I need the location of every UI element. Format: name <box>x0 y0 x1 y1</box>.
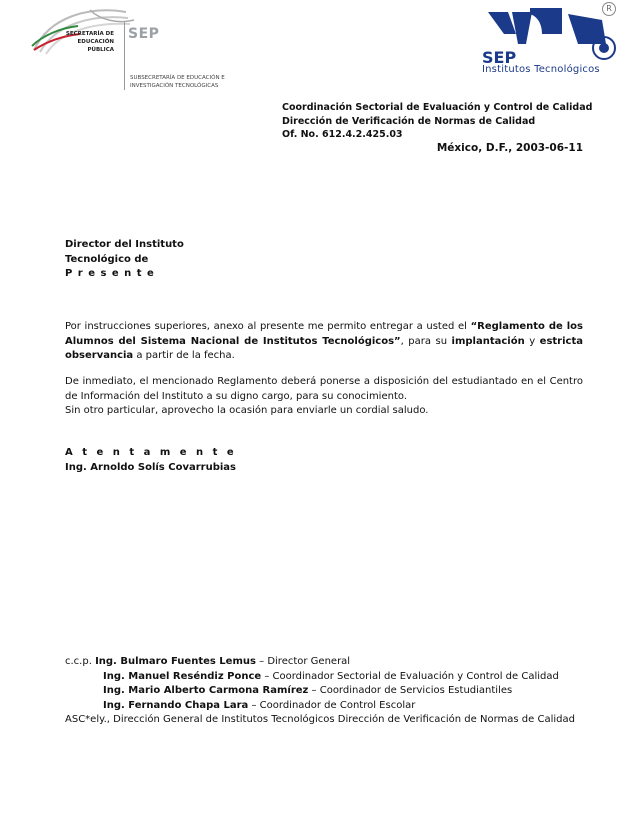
ccp-entry <box>65 699 583 714</box>
header-line-1: Coordinación Sectorial de Evaluación y Control de Calidad <box>282 102 593 113</box>
p1-estricta-observancia: estricta observancia <box>65 335 583 361</box>
ccp-role: – Coordinador de Servicios Estudiantiles <box>308 685 513 696</box>
subsecretaria-line-2: INVESTIGACIÓN TECNOLÓGICAS <box>130 83 219 89</box>
letter-date: México, D.F., 2003-06-11 <box>436 142 583 154</box>
ccp-name: Ing. Bulmaro Fuentes Lemus <box>95 656 256 667</box>
ccp-footer: ASC*ely., Dirección General de Institutos Tecnológicos Dirección de Verificación de Normas de Calidad <box>65 714 575 725</box>
secretaria-line-2: EDUCACIÓN <box>77 39 114 45</box>
header-line-3: Of. No. 612.4.2.425.03 <box>282 129 403 140</box>
ccp-name: Ing. Fernando Chapa Lara <box>103 699 249 711</box>
secretaria-line-1: SECRETARÍA DE <box>65 31 114 37</box>
ccp-name: Ing. Mario Alberto Carmona Ramírez <box>103 685 309 696</box>
secretaria-line-3: PÚBLICA <box>87 47 114 53</box>
body-paragraph-2 <box>65 375 583 419</box>
ccp-entry <box>65 655 583 670</box>
ccp-name: Ing. Manuel Reséndiz Ponce <box>103 670 262 682</box>
registered-mark-icon: R <box>602 2 616 16</box>
p1-text-c: , para su <box>400 335 452 347</box>
header-line-2: Dirección de Verificación de Normas de Calidad <box>282 115 536 127</box>
ccp-entry <box>65 684 583 699</box>
ccp-block <box>65 655 583 728</box>
ccp-role: – Coordinador de Control Escolar <box>248 699 416 711</box>
closing-atentamente: A t e n t a m e n t e <box>65 447 237 458</box>
p1-text-g: a partir de la fecha. <box>133 350 235 361</box>
logo-divider <box>124 22 125 90</box>
signer-name: Ing. Arnoldo Solís Covarrubias <box>65 461 236 473</box>
ccp-role: – Coordinador Sectorial de Evaluación y Control de Calidad <box>261 670 559 682</box>
addressee-line-2: Tecnológico de <box>65 253 149 265</box>
secretaria-logo-text <box>50 30 114 54</box>
p2-line-1: De inmediato, el mencionado Reglamento deberá ponerse a disposición del estudiantado en el Centro de Información del Instituto a su digno cargo, para su conocimiento. <box>65 376 583 402</box>
sep-logo-word: SEP <box>482 48 517 67</box>
p2-line-2: Sin otro particular, aprovecho la ocasión para enviarle un cordial saludo. <box>65 405 429 416</box>
signature-block <box>65 446 583 475</box>
institutos-tecnologicos-text: Institutos Tecnológicos <box>482 64 600 75</box>
p1-implantacion: implantación <box>451 335 525 347</box>
p1-reglamento-title: “Reglamento de los Alumnos del Sistema Nacional de Institutos Tecnológicos” <box>65 321 583 347</box>
subsecretaria-line-1: SUBSECRETARÍA DE EDUCACIÓN E <box>130 75 225 81</box>
ccp-role: – Director General <box>255 656 351 667</box>
addressee <box>65 238 583 282</box>
ccp-entry <box>65 670 583 685</box>
p1-text-a: Por instrucciones superiores, anexo al presente me permito entregar a usted el <box>65 321 471 332</box>
body-paragraph-1 <box>65 320 583 364</box>
p1-text-e: y <box>524 335 540 347</box>
letter-header <box>282 101 592 142</box>
addressee-line-3: P r e s e n t e <box>65 268 155 279</box>
subsecretaria-text <box>130 74 240 90</box>
ccp-prefix: c.c.p. <box>65 656 96 667</box>
addressee-line-1: Director del Instituto <box>65 239 184 250</box>
sep-small-logo: SEP <box>128 26 160 42</box>
